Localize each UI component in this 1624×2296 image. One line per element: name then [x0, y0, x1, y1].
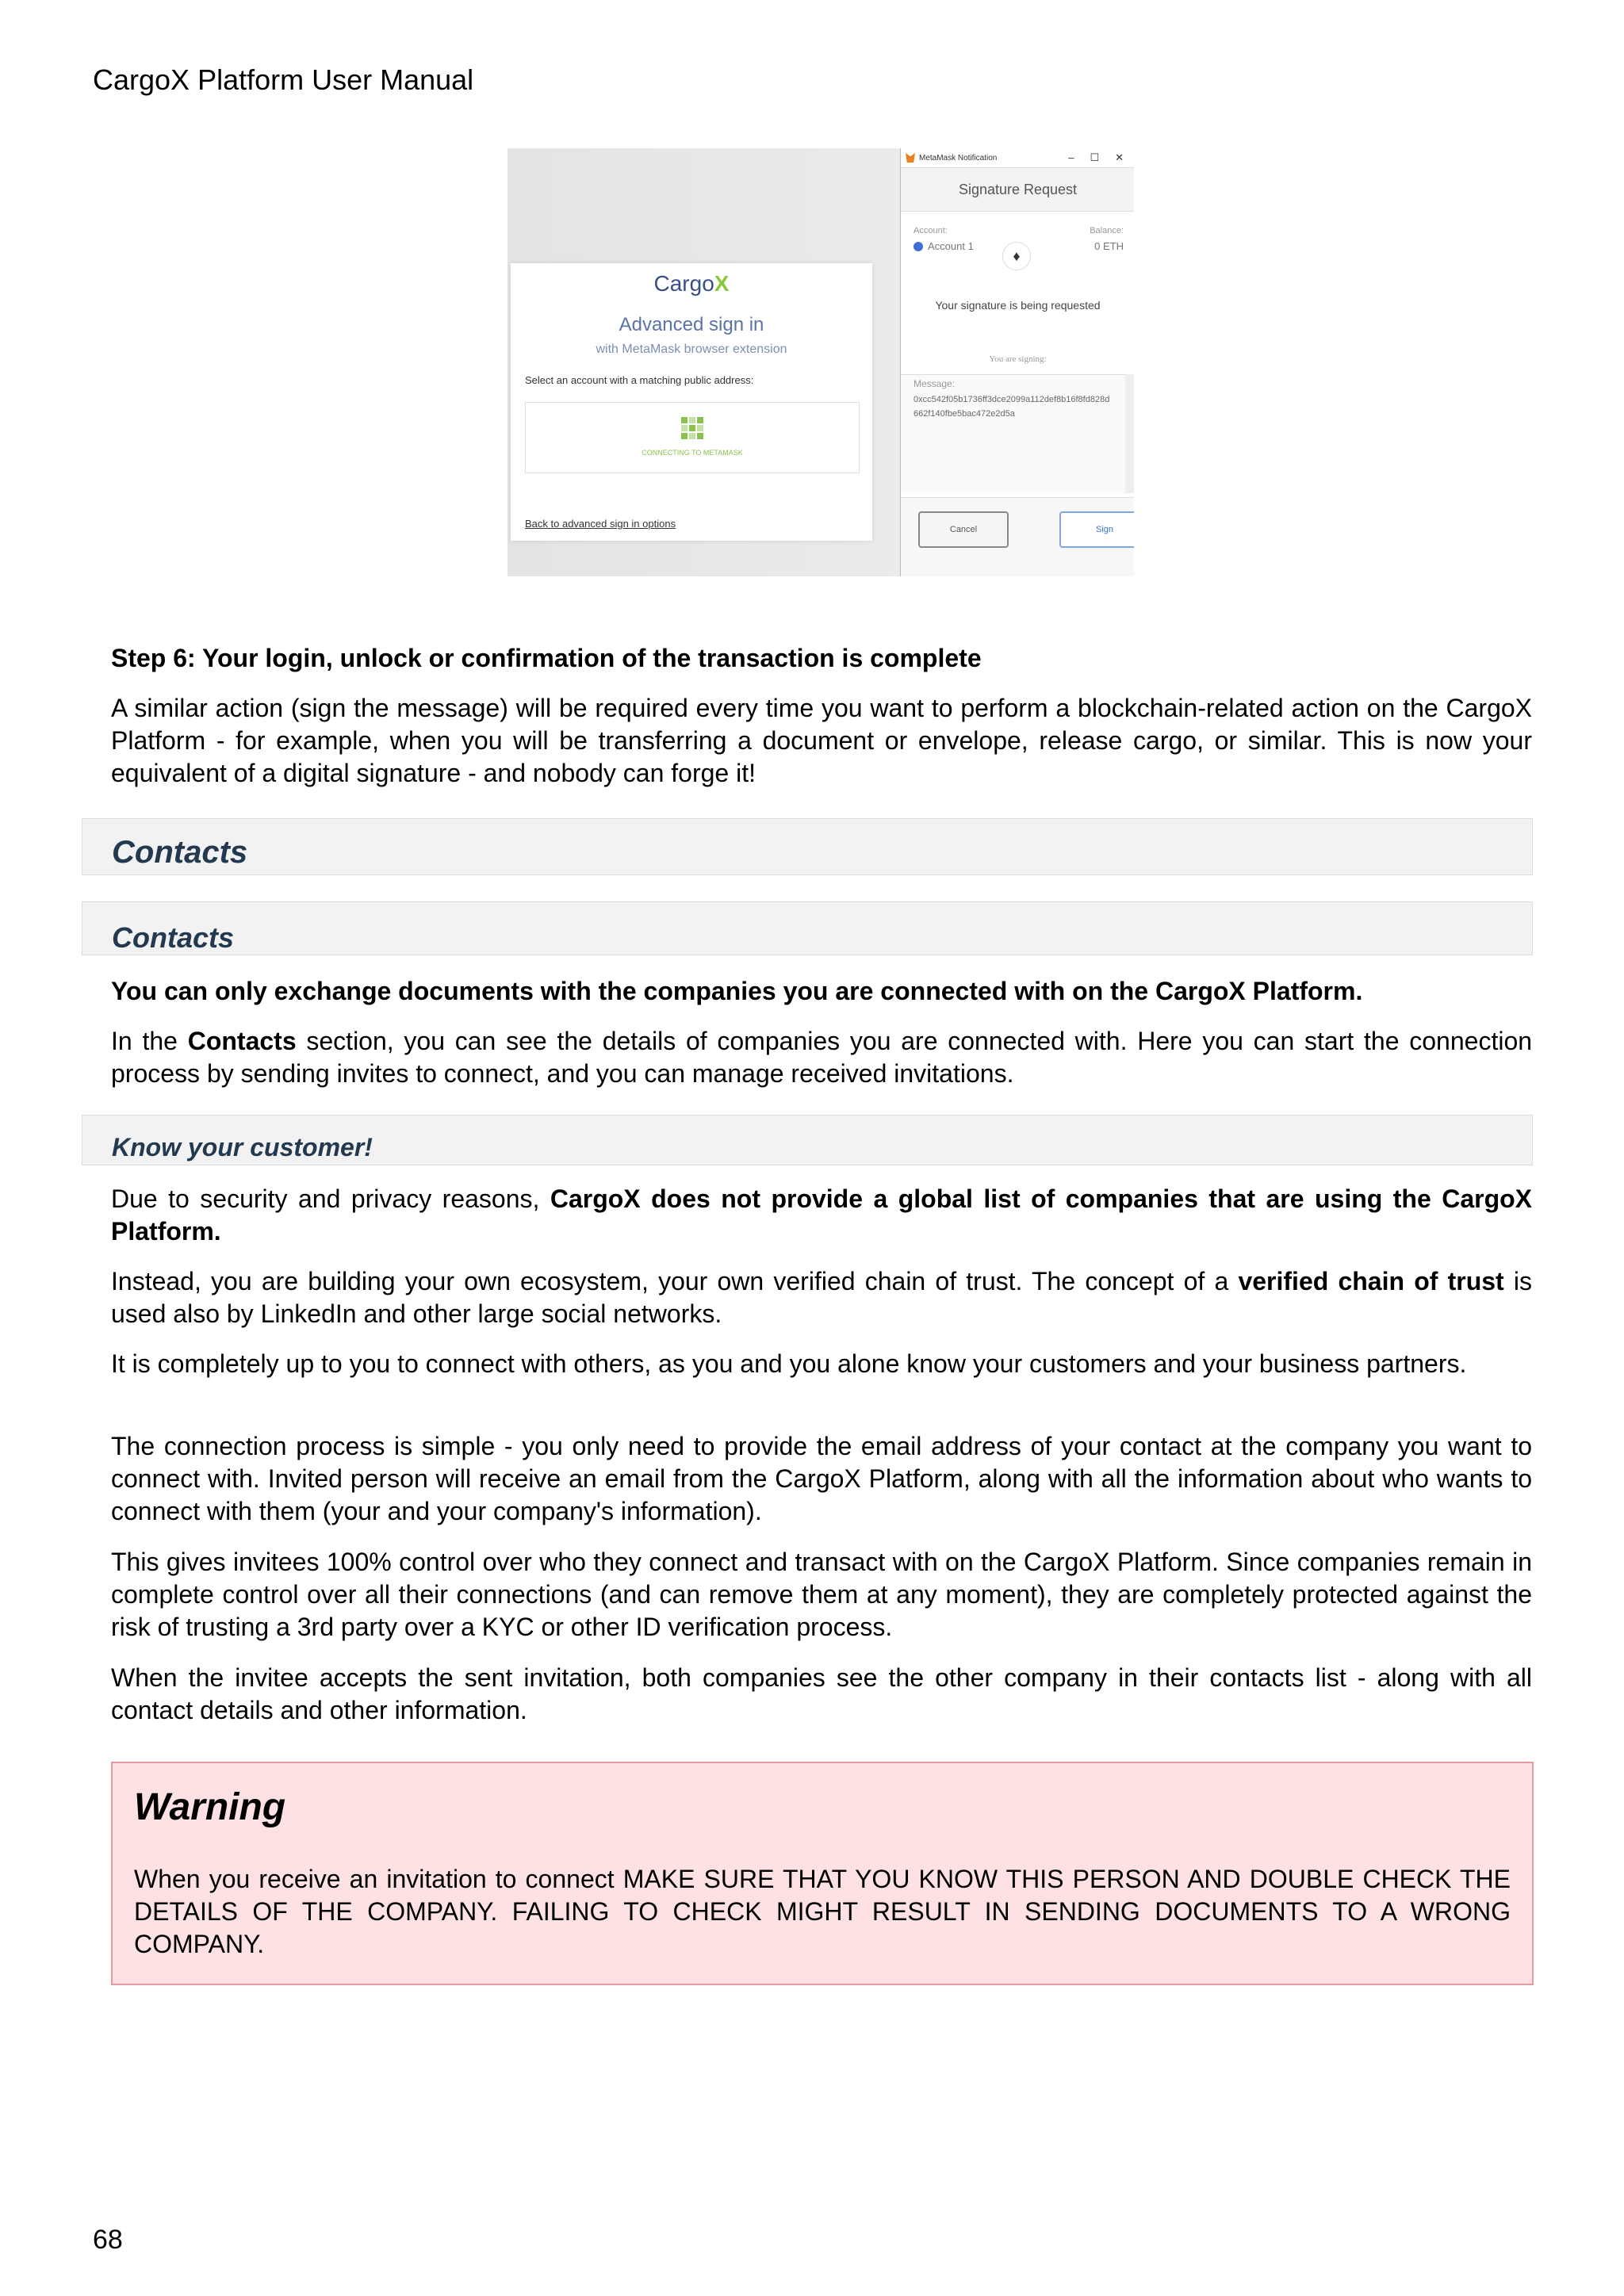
logo-accent: X: [714, 271, 730, 296]
kyc-p2-post: is used also by LinkedIn and other large social networks.: [111, 1267, 1533, 1328]
kyc-heading-bar: [82, 1115, 1533, 1165]
logo-text: Cargo: [653, 271, 714, 296]
contacts-heading-bar: [82, 818, 1533, 875]
account-list-box: [525, 402, 860, 473]
kyc-paragraph-1: [111, 1183, 1532, 1248]
ethereum-icon: ♦: [1002, 242, 1031, 270]
advanced-signin-card: [511, 263, 872, 541]
contacts-intro: You can only exchange documents with the companies you are connected with on the CargoX Platform.: [111, 977, 1363, 1005]
signin-subtitle: with MetaMask browser extension: [596, 342, 787, 356]
select-account-label: Select an account with a matching public address:: [525, 374, 754, 386]
kyc-paragraph-2: [111, 1265, 1532, 1330]
cancel-button[interactable]: Cancel: [918, 511, 1009, 548]
minimize-icon[interactable]: –: [1068, 151, 1074, 163]
step6-paragraph: A similar action (sign the message) will be required every time you want to perform a blockchain-related action on the CargoX Platform - for example, when you will be transferring a document or envelope, release cargo, or similar. This is now your equivalent of a digital signature - and nobody can forge it!: [111, 694, 1532, 787]
step6-heading: Step 6: Your login, unlock or confirmation of the transaction is complete: [111, 644, 982, 672]
document-header-title: CargoX Platform User Manual: [93, 63, 474, 96]
balance-value: 0 ETH: [1094, 240, 1124, 252]
back-to-signin-options-link[interactable]: Back to advanced sign in options: [525, 518, 676, 530]
kyc-paragraph-3: It is completely up to you to connect with others, as you and you alone know your customers and your business partners.: [111, 1349, 1467, 1378]
kyc-heading: Know your customer!: [112, 1133, 373, 1161]
contacts-heading: Contacts: [112, 835, 248, 870]
metamask-fox-icon: [906, 153, 915, 163]
warning-text: When you receive an invitation to connect MAKE SURE THAT YOU KNOW THIS PERSON AND DOUBLE CHECK THE DETAILS OF THE COMPANY. FAILING TO CHECK MIGHT RESULT IN SENDING DOCUMENTS TO A WRONG COMPANY.: [134, 1865, 1511, 1958]
contacts-p1-bold: Contacts: [187, 1027, 297, 1055]
metamask-signin-screenshot: [508, 148, 1134, 576]
kyc-p1-bold: CargoX does not provide a global list of companies that are using the CargoX Platform.: [111, 1184, 1532, 1246]
you-are-signing-label: You are signing:: [989, 354, 1047, 364]
signature-request-header: Signature Request: [901, 168, 1134, 212]
message-label: Message:: [914, 378, 956, 389]
message-hash: 0xcc542f05b1736ff3dce2099a112def8b16f8fd828d662f140fbe5bac472e2d5a: [914, 395, 1110, 419]
kyc-paragraph-4: The connection process is simple - you only need to provide the email address of your contact at the company you want to connect with. Invited person will receive an email from the CargoX Platform, along with all the information about who wants to connect with them (your and your company's information).: [111, 1432, 1532, 1525]
contacts-p1-pre: In the: [111, 1027, 178, 1055]
close-icon[interactable]: ✕: [1115, 151, 1124, 163]
message-scrollbar[interactable]: [1125, 374, 1134, 493]
kyc-paragraph-6: When the invitee accepts the sent invitation, both companies see the other company in their contacts list - along with all contact details and other information.: [111, 1663, 1532, 1724]
signin-title: Advanced sign in: [619, 314, 764, 335]
kyc-p2-bold: verified chain of trust: [1238, 1267, 1504, 1295]
connecting-status: CONNECTING TO METAMASK: [642, 449, 743, 457]
contacts-subheading-bar: [82, 901, 1533, 955]
contacts-paragraph: [111, 1025, 1532, 1090]
cargox-logo: [511, 271, 872, 297]
warning-title: Warning: [134, 1786, 286, 1828]
contacts-subheading: Contacts: [112, 921, 235, 954]
metamask-window-title: MetaMask Notification: [919, 153, 998, 163]
warning-box: [111, 1762, 1534, 1985]
kyc-paragraph-5: This gives invitees 100% control over who they connect and transact with on the CargoX Platform. Since companies remain in complete control over all their connections (and can remove them at any moment), they are completely protected against the risk of trusting a 3rd party over a KYC or other ID verification process.: [111, 1548, 1532, 1641]
page-number: 68: [93, 2225, 123, 2255]
kyc-p1-pre: Due to security and privacy reasons,: [111, 1184, 540, 1213]
kyc-p2-pre: Instead, you are building your own ecosystem, your own verified chain of trust. The concept of a: [111, 1267, 1229, 1295]
account-name: Account 1: [914, 240, 974, 252]
contacts-p1-post: section, you can see the details of companies you are connected with. Here you can start the connection process by sending invites to connect, and you can manage received invitations.: [111, 1027, 1533, 1088]
signature-requested-text: Your signature is being requested: [935, 299, 1101, 312]
metamask-titlebar: [901, 148, 1134, 168]
balance-label: Balance:: [1090, 226, 1124, 235]
maximize-icon[interactable]: ☐: [1090, 151, 1100, 163]
account-label: Account:: [914, 226, 948, 235]
metamask-notification-window: [900, 148, 1134, 576]
loading-spinner-icon: [681, 417, 703, 439]
sign-button[interactable]: Sign: [1059, 511, 1134, 548]
